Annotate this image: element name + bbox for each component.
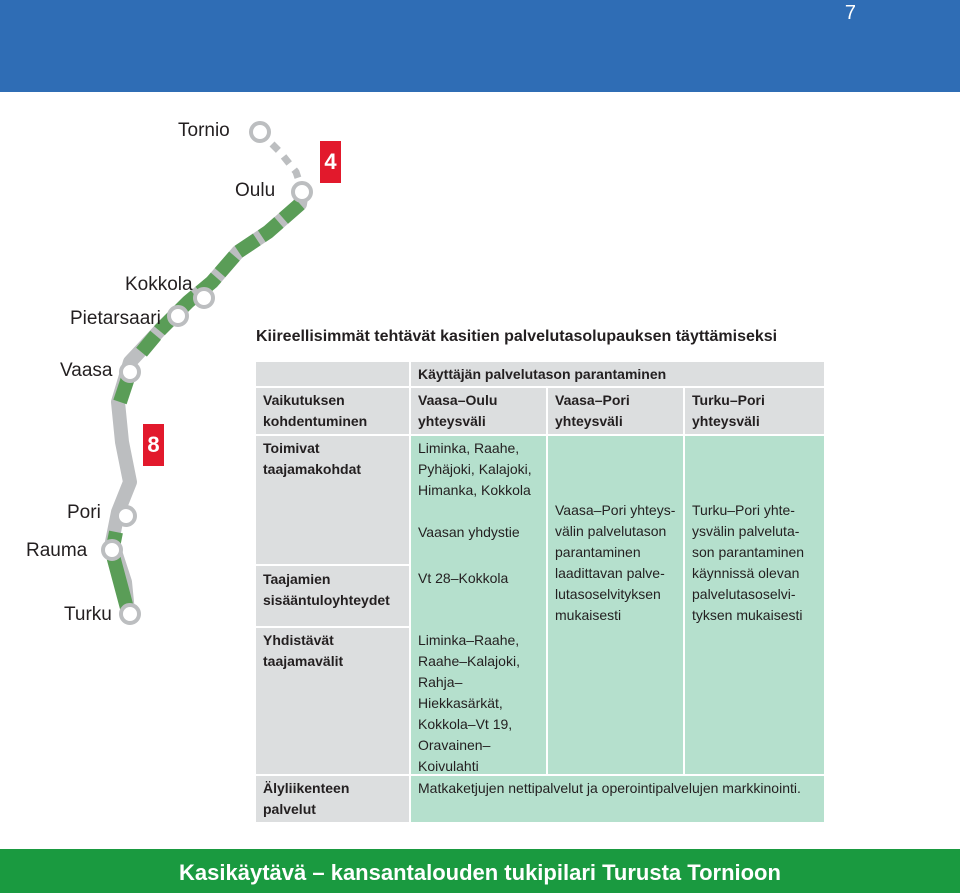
footer-bar — [0, 849, 960, 893]
city-label-pietarsaari: Pietarsaari — [70, 308, 161, 329]
row-header-entries: Taajamien sisääntuloyhteydet — [256, 566, 409, 626]
node-pori — [117, 507, 135, 525]
row-header-its: Älyliikenteen palvelut — [256, 776, 409, 822]
cell-vaasa-oulu-entries: Vt 28–Kokkola — [418, 570, 509, 586]
node-oulu — [293, 183, 311, 201]
route-number-badge-8: 8 — [141, 422, 166, 468]
row-header-nodes: Toimivat taajamakohdat — [256, 436, 409, 564]
city-label-turku: Turku — [64, 604, 112, 625]
city-label-tornio: Tornio — [178, 120, 230, 141]
footer-title: Kasikäytävä – kansantalouden tukipilari Turusta Tornioon — [179, 860, 781, 885]
node-rauma — [103, 541, 121, 559]
city-label-rauma: Rauma — [26, 540, 88, 561]
city-label-pori: Pori — [67, 502, 101, 523]
city-label-vaasa: Vaasa — [60, 360, 113, 381]
city-label-oulu: Oulu — [235, 180, 276, 201]
row-header-focus: Vaikutuksen kohdentuminen — [256, 388, 409, 434]
city-label-kokkola: Kokkola — [125, 274, 193, 295]
header-bar — [0, 0, 960, 92]
cell-turku-pori-text: Turku–Pori yhte-ysvälin palveluta-son parantaminen käynnissä olevan palvelutasoselvi-tyksen mukaisesti — [685, 436, 824, 774]
page-number: 7 — [844, 2, 856, 24]
cell-vaasa-oulu-nodes: Liminka, Raahe, Pyhäjoki, Kalajoki, Himanka, Kokkola — [418, 440, 532, 498]
node-pietarsaari — [169, 307, 187, 325]
route-number-badge-4: 4 — [318, 139, 343, 185]
corner-cell — [256, 362, 409, 386]
group-header: Käyttäjän palvelutason parantaminen — [411, 362, 824, 386]
column-header-vaasa-oulu: Vaasa–Oulu yhteysväli — [411, 388, 546, 434]
node-vaasa — [121, 363, 139, 381]
cell-its-text: Matkaketjujen nettipalvelut ja operointipalvelujen markkinointi. — [411, 776, 824, 822]
cell-vaasa-oulu-links: Liminka–Raahe, Raahe–Kalajoki, Rahja–Hiekkasärkät, Kokkola–Vt 19, Oravainen–Koivulahti — [418, 632, 520, 774]
column-header-vaasa-pori: Vaasa–Pori yhteysväli — [548, 388, 683, 434]
node-tornio — [251, 123, 269, 141]
cell-vaasa-pori-text: Vaasa–Pori yhteys-välin palvelutason parantaminen laadittavan palve-lutasoselvityksen mukaisesti — [548, 436, 683, 774]
node-turku — [121, 605, 139, 623]
priorities-table — [256, 362, 824, 822]
column-header-turku-pori: Turku–Pori yhteysväli — [685, 388, 824, 434]
row-header-links: Yhdistävät taajamavälit — [256, 628, 409, 774]
node-kokkola — [195, 289, 213, 307]
cell-vaasa-oulu-junction: Vaasan yhdystie — [418, 524, 520, 540]
table-title: Kiireellisimmät tehtävät kasitien palvelutasolupauksen täyttämiseksi — [256, 328, 778, 345]
